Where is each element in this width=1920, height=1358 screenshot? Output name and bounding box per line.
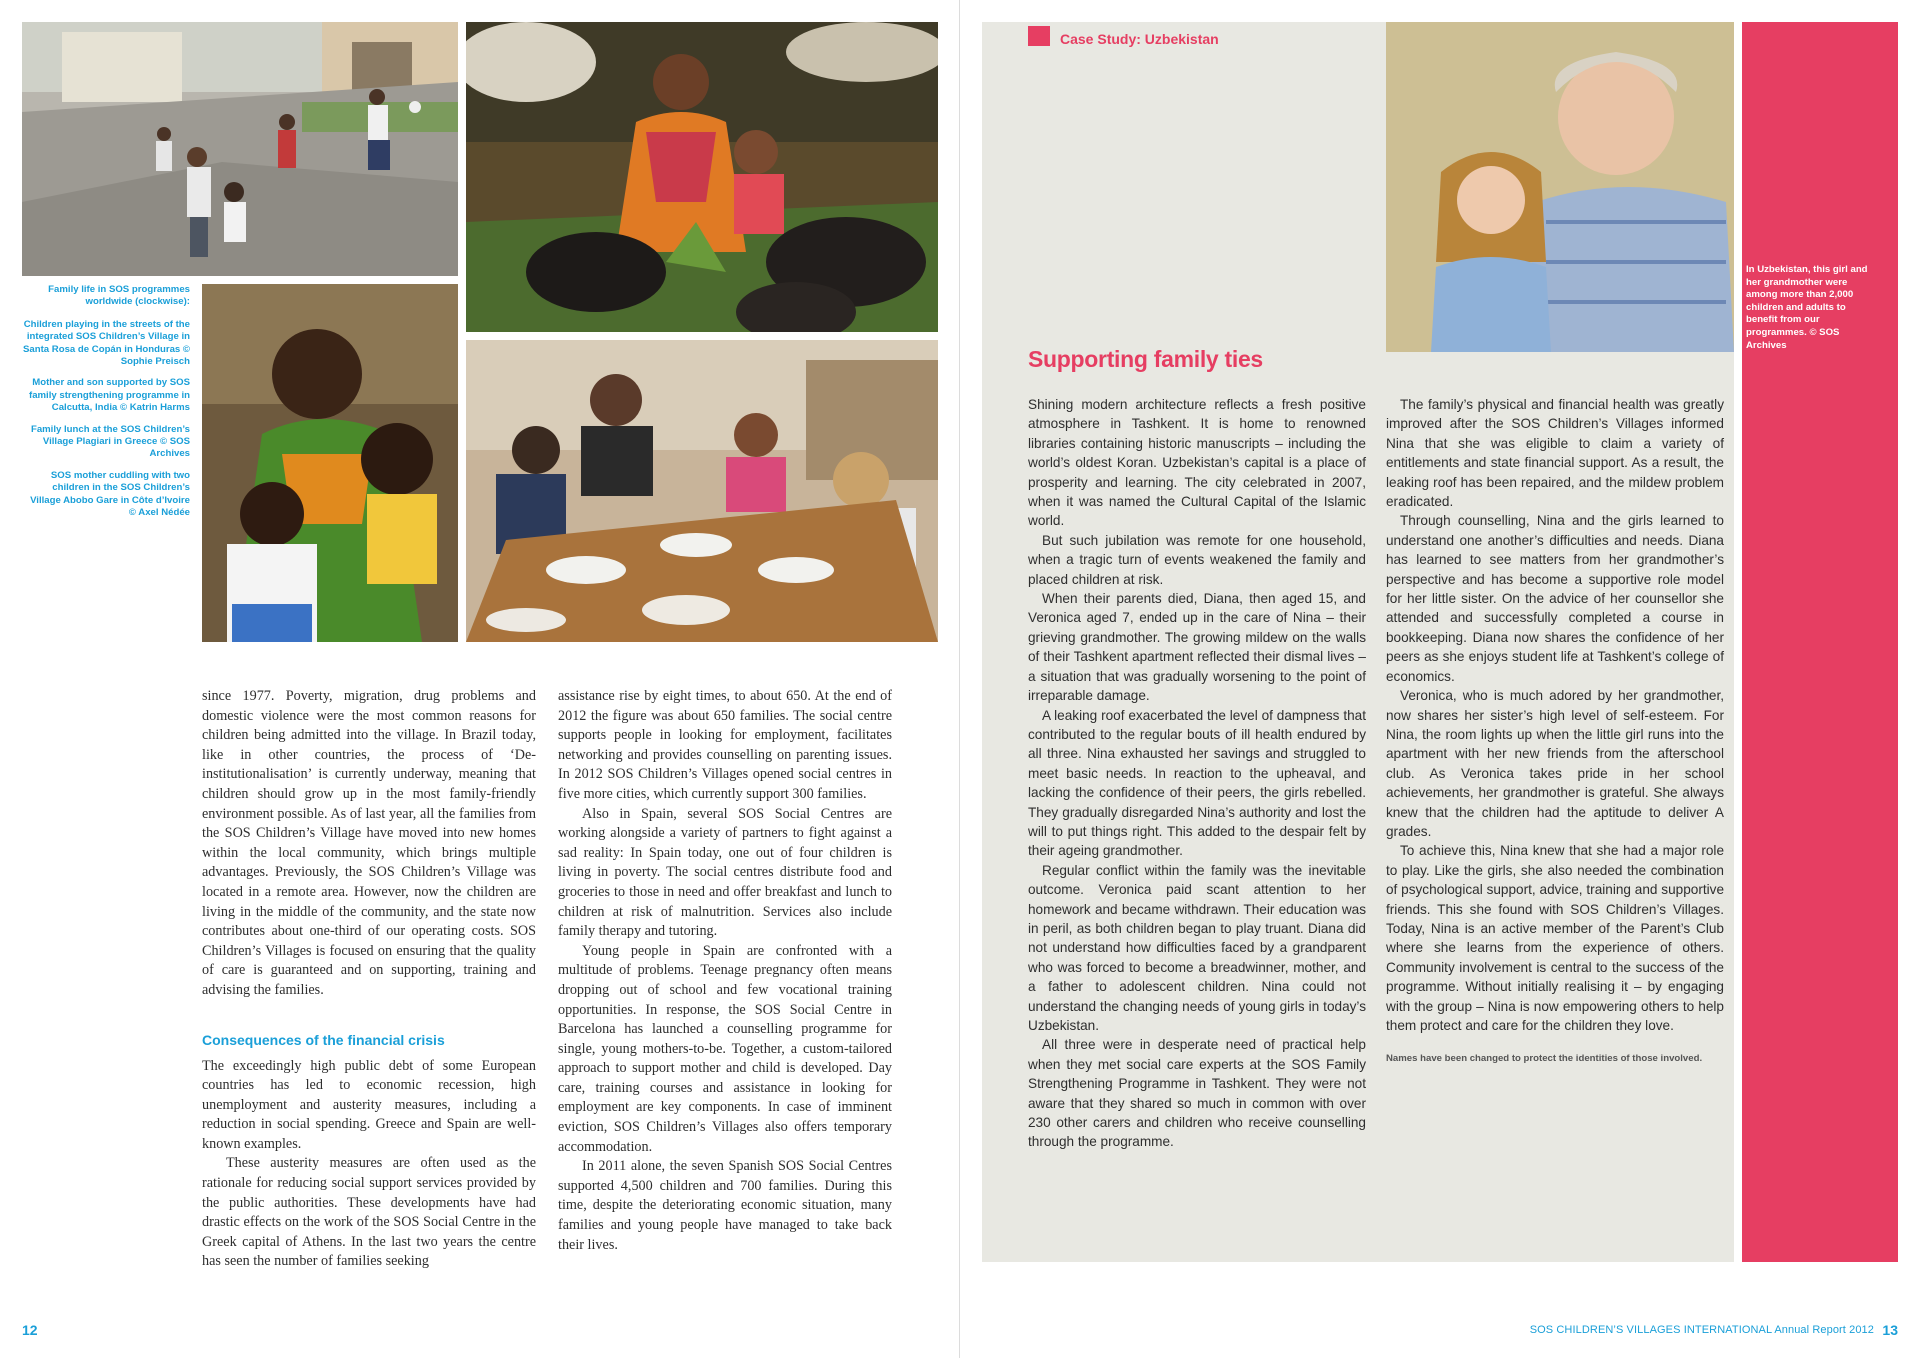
left-column-2 bbox=[558, 687, 892, 1255]
right-page bbox=[960, 0, 1920, 1358]
case-study-marker bbox=[1028, 26, 1050, 46]
caption-greece: Family lunch at the SOS Children’s Village Plagiari in Greece © SOS Archives bbox=[30, 423, 190, 460]
right-col1-paragraph-3: When their parents died, Diana, then aged 15, and Veronica aged 7, ended up in the care of Nina – their grieving grandmother. The growing mildew on the walls of their Tashkent apartment reflected their dismal lives – a situation that was gradually worsening to the point of irreparable damage. bbox=[1028, 591, 1366, 704]
right-col2-paragraph-3: Veronica, who is much adored by her grandmother, now shares her sister’s high level of self-esteem. For Nina, the room lights up when the little girl runs into the apartment with her new friends from the afterschool club. As Veronica takes pride in her school achievements, her grandmother is grateful. She always knew that the children had the aptitude to deliver A grades. bbox=[1386, 688, 1724, 839]
caption-sidebar-panel bbox=[1742, 22, 1898, 1262]
case-study-label: Case Study: Uzbekistan bbox=[1060, 31, 1219, 47]
left-col2-paragraph-4: In 2011 alone, the seven Spanish SOS Social Centres supported 4,500 children and 700 families. During this time, despite the deteriorating economic situation, many families and young people have managed to take back their lives. bbox=[558, 1158, 892, 1253]
left-col2-paragraph-2: Also in Spain, several SOS Social Centres are working alongside a variety of partners to fight against a sad reality: In Spain today, one out of four children is living in poverty. The social centres distribute food and groceries to those in need and offer breakfast and lunch to children at risk of malnutrition. Services also include family therapy and tutoring. bbox=[558, 805, 892, 940]
left-col1-paragraph-3: These austerity measures are often used as the rationale for reducing social support services provided by the public authorities. These developments have had drastic effects on the work of the SOS Social Centre in the Greek capital of Athens. In the last two years the centre has seen the number of families seeking bbox=[202, 1155, 536, 1270]
right-col1-paragraph-6: All three were in desperate need of practical help when they met social care experts at the SOS Family Strengthening Programme in Tashkent. They were not aware that they shared so much in common with over 230 other carers and children who receive counselling through the programme. bbox=[1028, 1037, 1366, 1150]
caption-heading: Family life in SOS programmes worldwide (clockwise): bbox=[48, 284, 190, 308]
left-col2-paragraph-1: assistance rise by eight times, to about 650. At the end of 2012 the figure was about 650 families. The social centre supports people in looking for employment, facilitates networking and provides counselling on parenting issues. In 2012 SOS Children’s Villages opened social centres in five more cities, which currently support 300 families. bbox=[558, 688, 892, 802]
right-col1-paragraph-2: But such jubilation was remote for one household, when a tragic turn of events weakened the family and placed children at risk. bbox=[1028, 532, 1366, 587]
left-col1-paragraph-2: The exceedingly high public debt of some European countries has led to economic recession, high unemployment and austerity measures, including a reduction in social spending. Greece and Spain are well-known examples. bbox=[202, 1057, 536, 1152]
names-changed-note: Names have been changed to protect the identities of those involved. bbox=[1386, 1053, 1703, 1065]
page-number-left: 12 bbox=[22, 1322, 38, 1338]
photo-mother-son-goats bbox=[466, 22, 938, 332]
right-col1-paragraph-1: Shining modern architecture reflects a fresh positive atmosphere in Tashkent. It is home to renowned libraries containing historic manuscripts – including the world’s oldest Koran. Uzbekistan’s capital is a place of prosperity and learning. The city celebrated in 2007, when it was named the Cultural Capital of the Islamic world. bbox=[1028, 397, 1366, 529]
photo-children-playing-street bbox=[22, 22, 458, 276]
caption-cote-divoire: SOS mother cuddling with two children in the SOS Children’s Village Abobo Gare in Côte d’Ivoire © Axel Nédée bbox=[30, 469, 190, 519]
section-heading-financial-crisis: Consequences of the financial crisis bbox=[202, 1031, 445, 1048]
right-col2-paragraph-2: Through counselling, Nina and the girls learned to understand one another’s difficulties and needs. Diana has learned to see matters from her grandmother’s perspective and has become a supportive role model for her little sister. On the advice of her counsellor she attended and successfully completed a course in bookkeeping. Diana now shares the confidence of her peers as she enjoys student life at Tashkent’s college of economics. bbox=[1386, 513, 1724, 684]
running-footer: SOS CHILDREN’S VILLAGES INTERNATIONAL Annual Report 2012 bbox=[1529, 1324, 1874, 1336]
right-column-1 bbox=[1028, 395, 1366, 1152]
photo-sos-mother-cuddling bbox=[202, 284, 458, 642]
page-number-right: 13 bbox=[1882, 1322, 1898, 1338]
case-study-title: Supporting family ties bbox=[1028, 346, 1263, 372]
caption-india: Mother and son supported by SOS family strengthening programme in Calcutta, India © Katrin Harms bbox=[29, 377, 190, 414]
left-column-1 bbox=[202, 687, 536, 1272]
right-col2-paragraph-4: To achieve this, Nina knew that she had a major role to play. Like the girls, she also needed the combination of psychological support, advice, training and supportive friends. This she found with SOS Children’s Villages. Today, Nina is an active member of the Parent’s Club where she learns from the experience of others. Community involvement is central to the success of the programme. Without initially realising it – by engaging with the group – Nina is now empowering others to help them protect and care for the children they love. bbox=[1386, 843, 1724, 1033]
left-col2-paragraph-3: Young people in Spain are confronted with a multitude of problems. Teenage pregnancy often means dropping out of school and few vocational training opportunities. In response, the SOS Social Centre in Barcelona has launched a counselling programme for single, young mothers-to-be. Together, a custom-tailored approach to support mother and child is developed. Day care, training courses and assistance in looking for employment are key components. In case of imminent eviction, SOS Children’s Villages also offers temporary accommodation. bbox=[558, 942, 892, 1155]
left-col1-paragraph-1: since 1977. Poverty, migration, drug problems and domestic violence were the most common reasons for children being admitted into the village. In Brazil today, like in other countries, the process of ‘De-institutionalisation’ is currently underway, meaning that children should grow up in the most family-friendly environment possible. As of last year, all the families from the SOS Children’s Village have moved into new homes within the local community, which brings multiple advantages. Previously, the SOS Children’s Village was located in a remote area. However, now the children are living in the middle of the community, and the state now contributes about one-third of our operating costs. SOS Children’s Villages is focused on ensuring that the quality of care is guaranteed and on supporting, training and advising the families. bbox=[202, 688, 536, 998]
right-column-2 bbox=[1386, 395, 1724, 1066]
right-col2-paragraph-1: The family’s physical and financial health was greatly improved after the SOS Children’s Villages informed Nina that she was eligible to claim a variety of entitlements and state financial support. As a result, the leaking roof has been repaired, and the mildew problem eradicated. bbox=[1386, 397, 1724, 510]
photo-family-lunch bbox=[466, 340, 938, 642]
photo-girl-grandmother bbox=[1386, 22, 1734, 352]
photo-caption-uzbekistan: In Uzbekistan, this girl and her grandmother were among more than 2,000 children and adults to benefit from our programmes. © SOS Archives bbox=[1746, 264, 1868, 351]
right-col1-paragraph-5: Regular conflict within the family was the inevitable outcome. Veronica paid scant attention to her homework and became withdrawn. Their education was in peril, as both children began to play truant. Diana did not understand how difficulties faced by a grandparent who was forced to become a breadwinner, mother, and a father to adolescent children. Nina could not understand the changing needs of young girls in today’s Uzbekistan. bbox=[1028, 862, 1366, 1033]
photo-captions bbox=[22, 284, 190, 529]
caption-honduras: Children playing in the streets of the integrated SOS Children’s Village in Santa Rosa de Copán in Honduras © Sophie Preisch bbox=[23, 318, 190, 368]
right-col1-paragraph-4: A leaking roof exacerbated the level of dampness that contributed to the regular bouts of ill health endured by all three. Nina exhausted her savings and struggled to meet basic needs. In reaction to the upheaval, and lacking the confidence of their peers, the girls rebelled. They gradually disregarded Nina’s authority and lost the will to put things right. This added to the despair felt by their ageing grandmother. bbox=[1028, 707, 1366, 859]
